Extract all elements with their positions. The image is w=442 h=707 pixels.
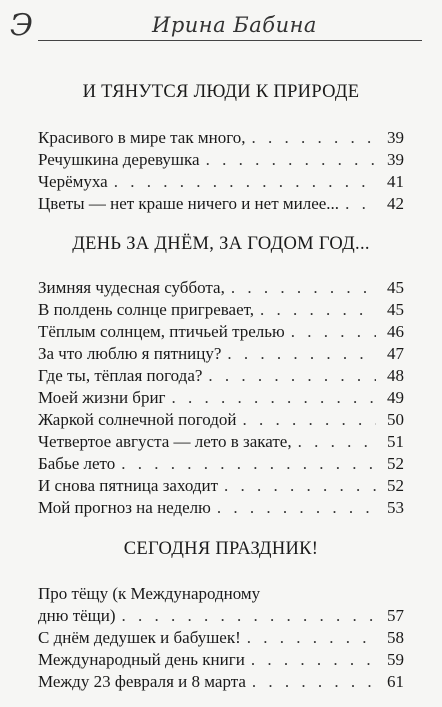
leader-dots xyxy=(227,342,376,366)
section-title: И ТЯНУТСЯ ЛЮДИ К ПРИРОДЕ xyxy=(82,82,360,102)
page-number: 48 xyxy=(387,366,404,385)
toc-entry xyxy=(38,408,404,432)
toc-entry xyxy=(38,170,404,194)
entry-title: За что люблю я пятницу? xyxy=(38,344,222,363)
entry-title: дню тёщи) xyxy=(38,606,116,625)
toc-entry xyxy=(38,320,404,344)
page-number: 39 xyxy=(387,128,404,147)
leader-dots xyxy=(208,364,376,388)
entry-title: Тёплым солнцем, птичьей трелью xyxy=(38,322,285,341)
entry-title: Моей жизни бриг xyxy=(38,388,166,407)
entry-title: Зимняя чудесная суббота, xyxy=(38,278,225,297)
leader-dots xyxy=(345,192,376,216)
leader-dots xyxy=(251,648,376,672)
toc-entry xyxy=(38,342,404,366)
page-number: 61 xyxy=(387,672,404,691)
section-title: ДЕНЬ ЗА ДНЁМ, ЗА ГОДОМ ГОД... xyxy=(72,234,370,254)
leader-dots xyxy=(224,474,376,498)
toc-entry xyxy=(38,670,404,694)
toc-entry xyxy=(38,474,404,498)
page-number: 42 xyxy=(387,194,404,213)
leader-dots xyxy=(172,386,376,410)
toc-entry xyxy=(38,452,404,476)
entry-title-first-line: Про тёщу (к Международному xyxy=(38,584,261,603)
page-number: 52 xyxy=(387,454,404,473)
leader-dots xyxy=(252,670,376,694)
entry-title: Между 23 февраля и 8 марта xyxy=(38,672,246,691)
entry-title: Международный день книги xyxy=(38,650,245,669)
toc-entry xyxy=(38,364,404,388)
toc-entry xyxy=(38,192,404,216)
toc-entry xyxy=(38,626,404,650)
page-number: 51 xyxy=(387,432,404,451)
page-number: 52 xyxy=(387,476,404,495)
header-rule xyxy=(38,40,422,41)
entry-title: Красивого в мире так много, xyxy=(38,128,246,147)
toc-entry xyxy=(38,604,404,628)
leader-dots xyxy=(291,320,376,344)
entry-title: В полдень солнце пригревает, xyxy=(38,300,255,319)
leader-dots xyxy=(252,126,376,150)
leader-dots xyxy=(217,496,376,520)
leader-dots xyxy=(247,626,376,650)
entry-title: Цветы — нет краше ничего и нет милее... xyxy=(38,194,340,213)
entry-title: Черёмуха xyxy=(38,172,108,191)
toc-entry xyxy=(38,126,404,150)
entry-title: Четвертое августа — лето в закате, xyxy=(38,432,292,451)
toc-entry xyxy=(38,430,404,454)
toc-entry xyxy=(38,298,404,322)
leader-dots xyxy=(298,430,376,454)
toc-entry xyxy=(38,148,404,172)
entry-title: Речушкина деревушка xyxy=(38,150,200,169)
toc-entry xyxy=(38,276,404,300)
entry-title: Жаркой солнечной погодой xyxy=(38,410,237,429)
entry-title: С днём дедушек и бабушек! xyxy=(38,628,241,647)
author-name: Ирина Бабина xyxy=(152,13,317,37)
page-number: 46 xyxy=(387,322,404,341)
running-header xyxy=(0,0,442,60)
page-number: 45 xyxy=(387,278,404,297)
entry-title: Бабье лето xyxy=(38,454,116,473)
leader-dots xyxy=(122,604,376,628)
page-number: 47 xyxy=(387,344,404,363)
toc-entry xyxy=(38,496,404,520)
toc-entry xyxy=(38,386,404,410)
leader-dots xyxy=(260,298,376,322)
leader-dots xyxy=(243,408,376,432)
page-number: 59 xyxy=(387,650,404,669)
entry-title: И снова пятница заходит xyxy=(38,476,219,495)
entry-title: Где ты, тёплая погода? xyxy=(38,366,203,385)
page-number: 45 xyxy=(387,300,404,319)
page-number: 57 xyxy=(387,606,404,625)
toc-entry xyxy=(38,648,404,672)
page-number: 53 xyxy=(387,498,404,517)
page-number: 39 xyxy=(387,150,404,169)
entry-title: Мой прогноз на неделю xyxy=(38,498,211,517)
leader-dots xyxy=(121,452,376,476)
page-number: 41 xyxy=(387,172,404,191)
page-number: 50 xyxy=(387,410,404,429)
page-number: 49 xyxy=(387,388,404,407)
header-initial-letter: Э xyxy=(10,8,33,43)
leader-dots xyxy=(231,276,376,300)
page-number: 58 xyxy=(387,628,404,647)
section-title: СЕГОДНЯ ПРАЗДНИК! xyxy=(123,539,319,559)
leader-dots xyxy=(114,170,376,194)
leader-dots xyxy=(206,148,376,172)
